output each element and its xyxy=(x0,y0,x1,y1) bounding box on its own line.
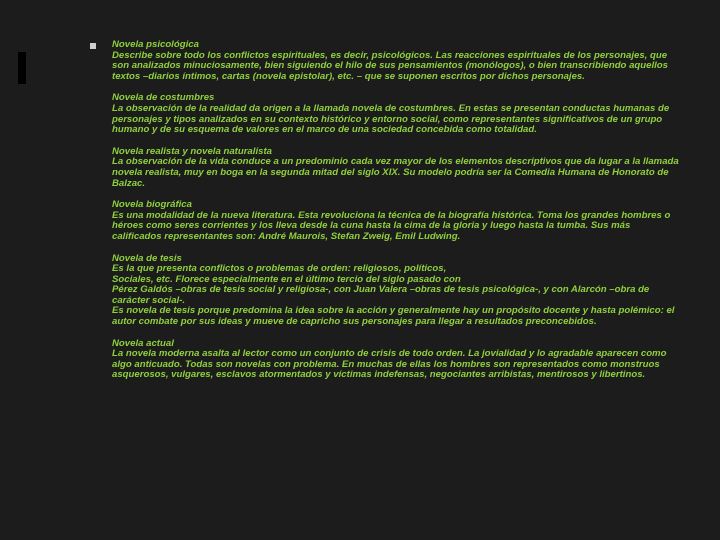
section-body: Describe sobre todo los conflictos espirituales, es decir, psicológicos. Las reacciones espirituales de los personajes, que son analizados minuciosamente, bien siguiendo el hilo de sus pensamientos (monólogos), o bien transcribiendo aquellos textos –diarios íntimos, cartas (novela epistolar), etc. – que se suponen escritos por dichos personajes. xyxy=(112,49,668,82)
section-line: Es novela de tesis porque predomina la idea sobre la acción y generalmente hay un propósito docente y hasta polémico: el autor combate por sus ideas y mueve de capricho sus personajes para llegar a resultados preconcebidos. xyxy=(112,305,675,328)
section-novela-realista xyxy=(112,147,682,189)
section-novela-de-tesis xyxy=(112,254,682,328)
slide-content xyxy=(112,40,682,392)
section-title: Novela realista y novela naturalista xyxy=(112,145,272,157)
section-line: Es la que presenta conflictos o problemas de orden: religiosos, políticos, xyxy=(112,263,447,275)
section-body: Es una modalidad de la nueva literatura. Esta revoluciona la técnica de la biografía histórica. Toma los grandes hombres o héroes como seres corrientes y los lleva desde la cuna hasta la cima de la gloria y luego hasta la tumba. Sus más calificados representantes son: André Maurois, Stefan Zweig, Emil Ludwing. xyxy=(112,209,671,242)
section-line: Sociales, etc. Florece especialmente en el último tercio del siglo pasado con xyxy=(112,273,461,285)
section-novela-biografica xyxy=(112,200,682,242)
section-novela-actual xyxy=(112,339,682,381)
section-novela-de-costumbres xyxy=(112,93,682,135)
section-line: Pérez Galdós –obras de tesis social y religiosa-, con Juan Valera –obras de tesis psicológica-, y con Alarcón –obra de carácter social-. xyxy=(112,284,650,306)
section-body: La observación de la vida conduce a un predominio cada vez mayor de los elementos descriptivos que da lugar a la llamada novela realista, muy en boga en la segunda mitad del siglo XIX. Su modelo podría ser la Comedia Humana de Honorato de Balzac. xyxy=(112,156,679,189)
section-novela-psicologica xyxy=(112,40,682,82)
square-bullet-icon xyxy=(90,43,96,49)
section-title: Novela actual xyxy=(112,337,174,349)
section-body: La observación de la realidad da origen a la llamada novela de costumbres. En estas se presentan conductas humanas de personajes y tipos analizados en su contexto histórico y entorno social, como representantes significativos de un grupo humano y de su esquema de valores en el marco de una sociedad concebida como totalidad. xyxy=(112,102,670,136)
section-title: Novela psicológica xyxy=(112,39,199,50)
section-title: Novela de tesis xyxy=(112,252,182,264)
section-body: La novela moderna asalta al lector como un conjunto de crisis de todo orden. La jovialidad y lo agradable aparecen como algo anticuado. Todas son novelas con problema. En muchas de ellas los hombres son representados como monstruos asquerosos, vulgares, esclavos atormentados y víctimas indefensas, negociantes arribistas, mentirosos y libertinos. xyxy=(112,348,667,381)
section-title: Novela biográfica xyxy=(112,199,192,211)
section-title: Novela de costumbres xyxy=(112,92,215,104)
slide-accent-bar xyxy=(18,52,26,84)
